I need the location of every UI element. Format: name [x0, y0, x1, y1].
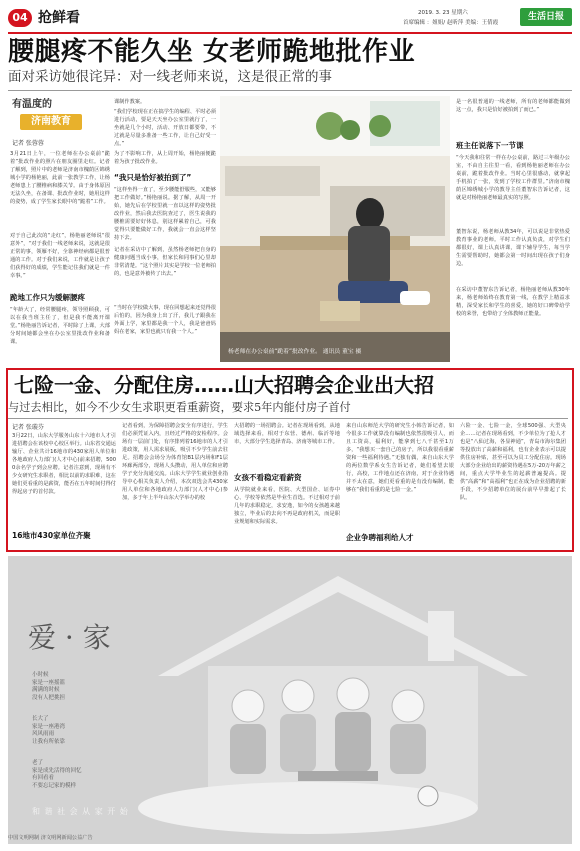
story1-col1-subhead: 跪地工作只为缓解腰疼	[10, 293, 85, 302]
story2-subhead: 与过去相比，如今不少女生求职更看重薪资，要求5年内能付房子首付	[8, 401, 351, 414]
story1-col2-para2: “我们学校现在正在搞学生的编程、平时必须进行活动，要是天天坐办公室里就行了，一坐就是几个小时，活动、开放日都要带，不过就是尽量多准备一些工作，让自己好受一点。”	[114, 109, 216, 147]
story1-col2-para4: “这样坐得一直了，至少腰能舒服些，又能够把工作做好。”杨艳丽说。据了解，从周一开始，她先后在学校里就一直以这样的姿势批改作业，然后我去医院查过了，医生说我的腰椎需要好好休息，别这样累着自己，可我觉得只要能做好工作，我就会一直会这样坚持下去。	[114, 187, 216, 241]
story1-col3-para3: 董智东说，杨老师从教34年，可以说是非常热爱教育事业的老师。平时工作认真负责，对学生们都很好，课上认真讲课，课下辅导学生，每当学生需要帮助时，她都会第一时间出现在孩子们身边。	[456, 229, 570, 267]
story1-byline: 记者 张蓉蓉	[12, 140, 44, 147]
ad-poem-1	[32, 672, 65, 702]
badge-bottom	[20, 114, 82, 130]
story2-col5-text: 六险一金、七险一金，全球500强、大型央企……记者在现场看到，不少单位为了抢人才也是“八仙过海，各显神通”，青岛市海尔集团等投放出了高薪和福利，也有企业表示可以提供住房补贴，甚至可以为员工分配住房。现场大部分企业给出的薪资待遇在5万-20万年薪之间，重点大学毕业生的起薪普遍提高。提供“高薪”和“高福利”也正在成为企业招聘的新手段，不少招聘单位的展台前早早排起了长队。	[460, 423, 566, 501]
poem-2-line: 长大了	[32, 716, 49, 722]
brand-name: 生活日报	[527, 12, 564, 22]
section-name: 抢鲜看	[38, 10, 80, 26]
public-service-ad	[8, 556, 572, 844]
story2-col3-text: 大招聘的一场招聘会。记者在现场看到，从地域选择来看，相对于东营、德州、临沂等地市，大部分学生选择青岛、济南等城市工作。	[234, 423, 340, 445]
page-number-badge	[8, 9, 32, 27]
header-rule	[8, 32, 572, 34]
story2-headline: 七险一金、分配住房……山大招聘会企业出大招	[14, 373, 434, 397]
badge-bottom-text: 济南教育	[31, 116, 71, 127]
poem-2-line: 家是一座港湾	[32, 723, 66, 730]
story1-col1-para2: 对于自己此次的“走红”，杨艳丽老师说“很意外”，“对于我们一线老师来说，这就是很正常的事，领雁不好，全靠神经病都是很普通的工作。对于我们来说，工作就是让孩子们获得好的成绩，学生能记住我们就是一件幸事。”	[10, 233, 110, 279]
story1-col2-para6: “当时在学校做大事，现在回想起来还觉得很后怕的，因为我身上出了汗，我儿子跟我在外面上学，家里都是我一个人，我是爸爸妈妈在老家，家里也就只有我一个人。”	[114, 305, 216, 335]
story1-col2-para5: 记者在采访中了解到，虽然杨老师把自身的健康问题当成小事，但家长和同事们心里却非常清楚。“这个照片其实是学校一位老师拍的，也是意外被传了出去。”	[114, 247, 216, 277]
story2-byline: 记者 张璇芬	[12, 424, 44, 431]
photo-caption: 杨老师在办公桌前“跪着”批改作业。 通讯员 董宝 摄	[228, 349, 362, 355]
teacher-photo-illustration	[220, 96, 450, 362]
ad-title: 爱 · 家	[28, 621, 111, 654]
story1-subhead: 面对采访她很诧异：对一线老师来说，这是很正常的事	[8, 69, 332, 85]
story1-headline: 腰腿疼不能久坐 女老师跪地批作业	[8, 37, 416, 67]
poem-1-line: 满满的时候	[32, 687, 60, 693]
story1-col3-para2: “今天我和往常一样在办公桌前，路过三年级办公室，不由自主往里一看，看到杨艳丽老师在办公桌前，跪着批改作业。当时心里很感动，就拿起手机拍了一张，发到了学校工作群里。”济南市槐荫区锦绣城小学的教导主任董智东告诉记者，这就是对杨艳丽老师最真实的写照。	[456, 155, 570, 201]
story1-col3-subhead: 班主任说落下一节课	[456, 141, 524, 150]
ad-poem-2	[32, 716, 65, 746]
story2-col3-subhead: 女孩不看稳定看薪资	[234, 473, 302, 482]
story1-col3-para1: 是一名很普通的一线老师，所有的老师都能做到这一点，我只是恰好被拍到了而已。”	[456, 99, 570, 113]
ad-footer: 中国文明网制 济文明网新闻公益广告	[8, 835, 93, 841]
story1-col1-para1: 3月21日上午，一位老师在办公桌前“跪着”批改作业的照片在朋友圈里走红。记者了解到，照片中的老师是济南市槐荫区锦绣城小学的杨艳丽，此前一张教学工作，让杨老师患上了腰椎病和膝关节。由于身体原因无法久坐，在备课、批改作业时，她用这样的姿势，成了学生家长眼中的“跪着”工作。	[10, 151, 110, 205]
issue-date: 2019. 3. 23 星期六	[418, 10, 468, 16]
badge-top-text: 有温度的	[12, 99, 52, 110]
poem-3-line: 老了	[32, 760, 44, 766]
column-badge	[10, 98, 82, 134]
poem-3-line: 有回看看	[32, 775, 55, 781]
poem-1-line: 小时候	[32, 672, 49, 678]
story2-col4-text: 来自山东师范大学的研究生小韩告诉记者，如今很多工作就算没有编制也依然很吸引人，而且工资高，福利好，能拿到七八千甚至1万多，“我想买一套自己的房子，所以我很看重薪资和一些福利待遇。”无独有偶，来自山东大学的两位数学系女生告诉记者，她们希望去银行，高校，工作地点还在济南，对于企业待遇并不太在意，她们更看重的是有没有编制，能够在“我们看重的是七险一金。”	[346, 423, 454, 493]
story2-divider	[8, 418, 568, 419]
story2-col1-subhead: 16地市430家单位齐聚	[12, 531, 91, 540]
poem-1-line: 家是一座摇篮	[32, 679, 66, 686]
story1-col1-para3: “年龄大了，经常腰腿疼，领导照顾我，可以在我当班主任了，但是我不能离开课堂。”杨艳丽告诉记者，平时除了上课，大部分时间她都会坐在办公室里批改作业和备课。	[10, 307, 110, 345]
poem-2-line: 让我有所依靠	[32, 738, 66, 745]
story2-col4-subhead: 企业争聘福利给人才	[346, 533, 414, 542]
story1-divider	[8, 90, 572, 91]
story1-col2-para3: 为了不影响工作，从上周开始，杨艳丽便跪着为孩子批改作业。	[114, 151, 216, 165]
poem-3-line: 不要忘记家的模样	[32, 782, 77, 789]
editors-credit: 首席编辑 ：姐姐/ 赵昕萍 美编：王倩霞	[403, 20, 499, 26]
story1-col3-para4: 在采访中董智东告诉记者，杨艳丽老师从教30年来，杨老师始终在教育第一线，在教学上精益求精，深受家长和学生的喜爱，她的好口碑带给学校的荣誉，也带给了全体教师正能量。	[456, 287, 570, 317]
ad-slogan: 和 谐 社 会 从 家 开 始	[32, 807, 129, 816]
story2-col3-text2: 从学院就业来看，医院、大型国企、证券中心、学校等依然是毕业生首选。不过相对于前几年的求职稳定，求安逸，如今的女孩越来越独立，毕业后的去向不再是政府机关，而是职业规划和实际需求。	[234, 487, 340, 525]
poem-1-line: 没有人把挑担	[32, 694, 66, 701]
ad-poem-3	[32, 760, 82, 790]
poem-3-line: 家是成先活得的回忆	[32, 767, 82, 774]
poem-2-line: 风风雨雨	[32, 731, 55, 737]
teacher-photo	[220, 96, 450, 362]
story2-col1-text: 3月22日，山东大学服务山东十六地市人才引进招聘会在该校中心校区举行。山东省交通运输厅、企业共计16地市的430家用人单位和各地政府人力部门(人才中心)前来招聘，5000余名学子到会应聘。记者注意到，现场有不少女研究生求职者，相比以前的求职难，这在她们更看重的是薪资，能否在五年时间付得付得起房子的首付款。	[12, 433, 116, 495]
story2-box	[6, 368, 574, 552]
story2-col2-text: 记者看到，为保障招聘会安全有序进行，学生们必须凭证入内，且经过严格的安检程序。会场有一层前门处，有序排列着16地市的人才引进政策，用人需求展板，吸引不少学生前去驻足。招聘会会场分为体育馆B1层内场和F1层环廊两部分，现场人头攒动，用人单位和应聘学子充分沟通交流。山东大学学生就业创业指导中心相关负责人介绍，本次双选会共430家用人单位和各地政府人力部门(人才中心)参加，多于年上半年山东大学举办的校	[122, 423, 228, 501]
story1-col2-para1: 课制作教案。	[114, 99, 146, 105]
family-house-illustration	[8, 556, 572, 844]
page-number: 04	[12, 11, 28, 24]
brand-logo	[520, 8, 572, 26]
page-header	[8, 6, 572, 32]
story1-col2-subhead: “我只是恰好被拍到了”	[114, 173, 192, 182]
